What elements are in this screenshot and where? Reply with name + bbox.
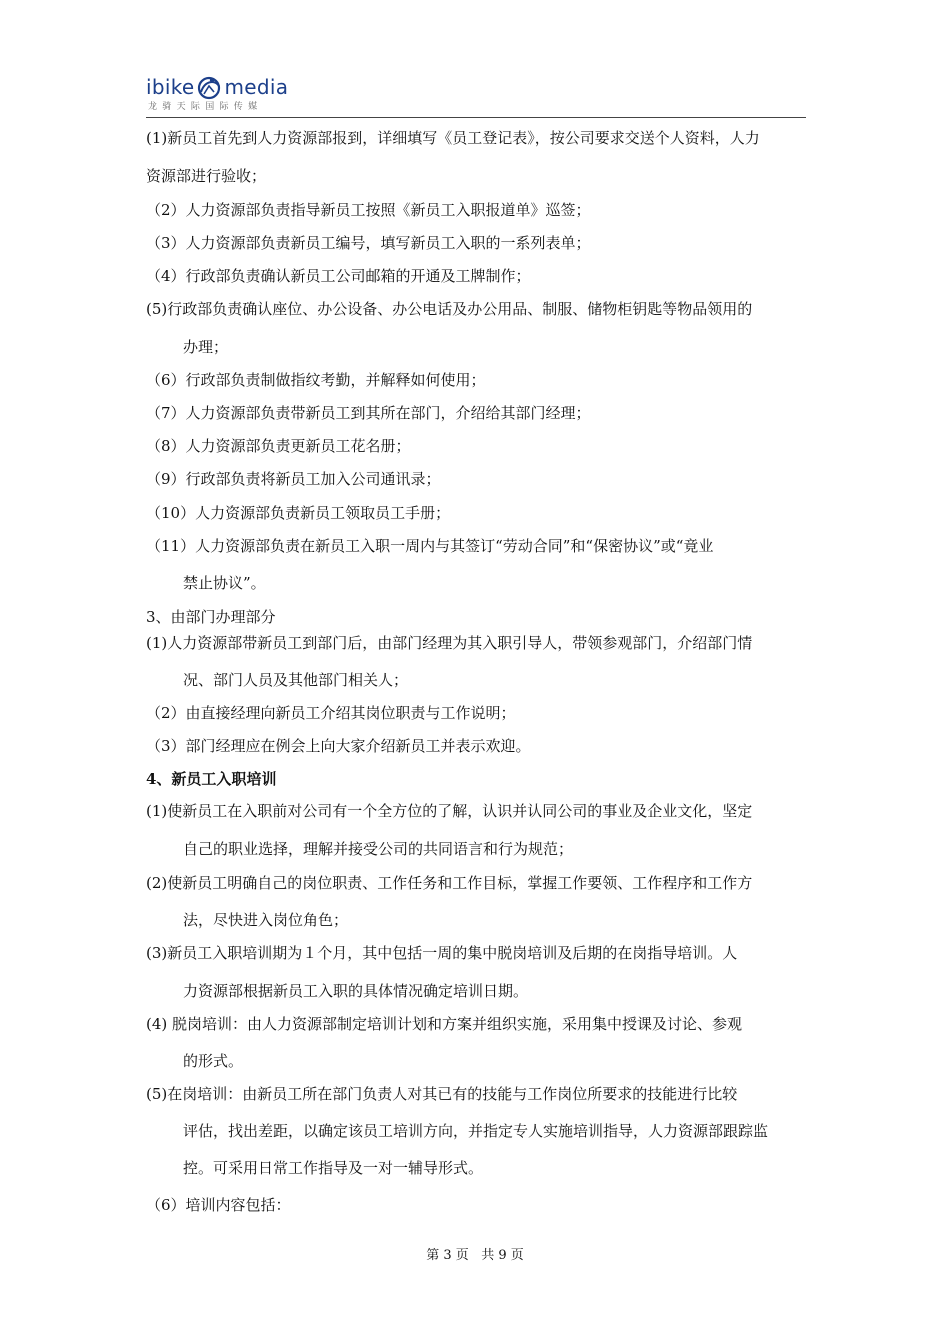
body-line: 资源部进行验收； — [146, 167, 267, 185]
body-line: （11）人力资源部负责在新员工入职一周内与其签订“劳动合同”和“保密协议”或“竟业 — [146, 537, 714, 555]
body-line: （3）人力资源部负责新员工编号，填写新员工入职的一系列表单； — [146, 234, 591, 252]
body-line: 自己的职业选择，理解并接受公司的共同语言和行为规范； — [183, 840, 574, 858]
ibike-media-logo — [146, 66, 288, 100]
body-line: （4）行政部负责确认新员工公司邮箱的开通及工牌制作； — [146, 267, 531, 285]
body-line: (5)行政部负责确认座位、办公设备、办公电话及办公用品、制服、储物柜钥匙等物品领用的 — [146, 300, 753, 318]
page-footer — [0, 1247, 950, 1265]
body-line: （10）人力资源部负责新员工领取员工手册； — [146, 504, 451, 522]
body-line: (4) 脱岗培训：由人力资源部制定培训计划和方案并组织实施，采用集中授课及讨论、参观 — [146, 1015, 743, 1033]
body-line: (1)新员工首先到人力资源部报到，详细填写《员工登记表》，按公司要求交送个人资料，人力 — [146, 129, 760, 147]
body-line: （7）人力资源部负责带新员工到其所在部门，介绍给其部门经理； — [146, 404, 591, 422]
body-line: (2)使新员工明确自己的岗位职责、工作任务和工作目标，掌握工作要领、工作程序和工作方 — [146, 874, 753, 892]
body-line: (1)使新员工在入职前对公司有一个全方位的了解，认识并认同公司的事业及企业文化，坚定 — [146, 802, 753, 820]
body-line: （8）人力资源部负责更新员工花名册； — [146, 437, 411, 455]
page-header — [146, 66, 806, 118]
section-heading: 3、由部门办理部分 — [146, 608, 276, 626]
section-heading: 4、新员工入职培训 — [146, 770, 277, 788]
header-divider — [146, 117, 806, 118]
body-line: （2）人力资源部负责指导新员工按照《新员工入职报道单》巡签； — [146, 201, 591, 219]
page-number: 第 3 页 — [426, 1248, 469, 1263]
cyclist-logo-icon — [195, 74, 223, 100]
body-line: （6）行政部负责制做指纹考勤，并解释如何使用； — [146, 371, 486, 389]
logo-text-media: media — [224, 75, 289, 99]
body-line: (1)人力资源部带新员工到部门后，由部门经理为其入职引导人，带领参观部门，介绍部门情 — [146, 634, 753, 652]
body-line: 况、部门人员及其他部门相关人； — [183, 671, 409, 689]
body-line: (5)在岗培训：由新员工所在部门负责人对其已有的技能与工作岗位所要求的技能进行比较 — [146, 1085, 738, 1103]
body-line: （2）由直接经理向新员工介绍其岗位职责与工作说明； — [146, 704, 516, 722]
body-line: 力资源部根据新员工入职的具体情况确定培训日期。 — [183, 982, 529, 1000]
body-line: (3)新员工入职培训期为１个月，其中包括一周的集中脱岗培训及后期的在岗指导培训。人 — [146, 944, 738, 962]
logo-subtitle: 龙骑天际国际传媒 — [148, 102, 263, 112]
body-line: 法，尽快进入岗位角色； — [183, 911, 349, 929]
body-line: 控。可采用日常工作指导及一对一辅导形式。 — [183, 1159, 484, 1177]
body-line: 的形式。 — [183, 1052, 244, 1070]
body-line: 办理； — [183, 338, 229, 356]
logo-text-ibike: ibike — [146, 75, 195, 99]
page-total: 共 9 页 — [481, 1248, 524, 1263]
body-line: （3）部门经理应在例会上向大家介绍新员工并表示欢迎。 — [146, 737, 531, 755]
body-line: （6）培训内容包括： — [146, 1196, 291, 1214]
body-line: 评估，找出差距，以确定该员工培训方向，并指定专人实施培训指导，人力资源部跟踪监 — [183, 1122, 769, 1140]
body-line: （9）行政部负责将新员工加入公司通讯录； — [146, 470, 441, 488]
body-line: 禁止协议”。 — [183, 574, 266, 592]
